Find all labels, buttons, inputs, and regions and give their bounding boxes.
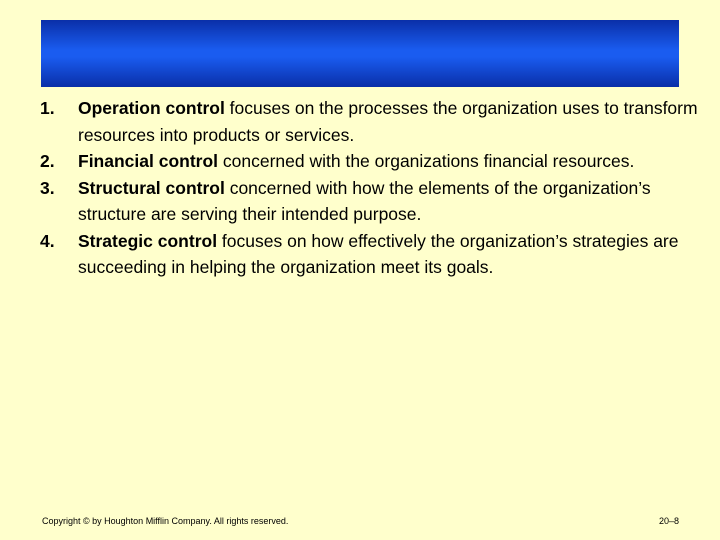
list-item <box>40 148 700 175</box>
item-description: focuses on how effectively the organization’s strategies are succeeding in helping the organization meet its goals. <box>78 230 679 277</box>
item-body <box>78 148 700 175</box>
item-number: 1. <box>40 98 55 118</box>
item-number: 3. <box>40 177 55 198</box>
item-body <box>78 95 700 148</box>
copyright-notice: Copyright © by Houghton Mifflin Company. All rights reserved. <box>42 516 289 526</box>
title-banner <box>41 20 679 87</box>
item-body <box>78 228 700 281</box>
item-term: Strategic control <box>78 230 218 251</box>
list-item <box>40 175 700 228</box>
item-description: focuses on the processes the organization uses to transform resources into products or services. <box>78 98 698 145</box>
item-description: concerned with how the elements of the organization’s structure are serving their intended purpose. <box>78 177 651 224</box>
control-types-list <box>40 95 700 281</box>
item-body <box>78 175 700 228</box>
list-item <box>40 228 700 281</box>
item-number: 4. <box>40 230 55 251</box>
item-term: Financial control <box>78 151 219 171</box>
item-term: Structural control <box>78 177 225 198</box>
item-term: Operation control <box>78 98 225 118</box>
page-number: 20–8 <box>658 516 679 526</box>
list-item <box>40 95 700 148</box>
item-number: 2. <box>40 151 55 171</box>
item-description: concerned with the organizations financial resources. <box>218 151 635 171</box>
